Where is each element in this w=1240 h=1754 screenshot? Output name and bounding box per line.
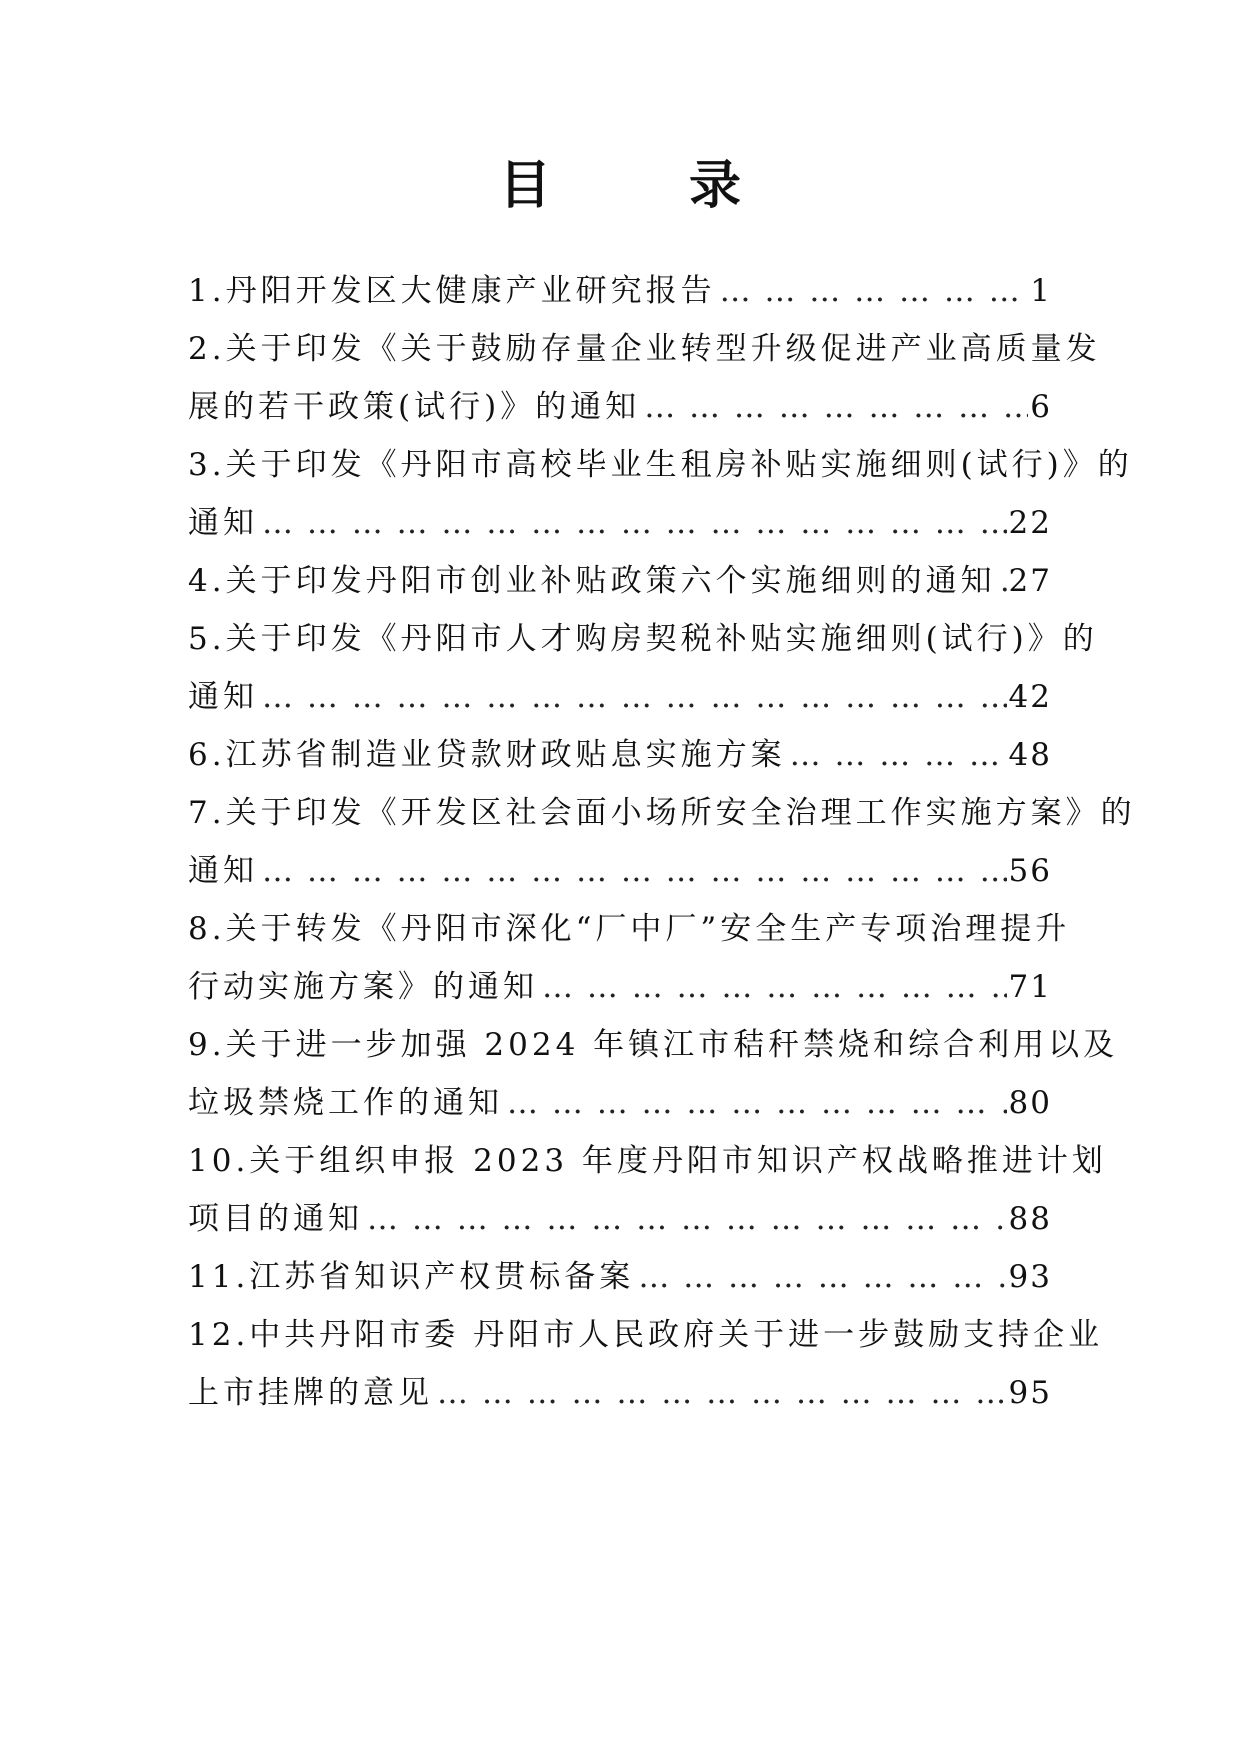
toc-page-number: 6 [1030, 389, 1052, 425]
toc-page-number: 95 [1008, 1375, 1052, 1411]
toc-entry[interactable] [188, 1016, 1119, 1132]
toc-entry-title: 通知 [188, 679, 258, 715]
toc-page-number: 88 [1008, 1201, 1052, 1237]
dot-leader [262, 842, 1007, 900]
toc-page-number: 71 [1008, 969, 1052, 1005]
toc-entry-title: 6.江苏省制造业贷款财政贴息实施方案 [188, 737, 786, 773]
toc-page-number: 27 [1008, 563, 1052, 599]
dot-leader [542, 958, 1007, 1016]
toc-page-number: 56 [1008, 853, 1052, 889]
dot-leader [790, 726, 1007, 784]
toc-entry[interactable] [188, 1306, 1104, 1422]
toc-entry[interactable] [188, 900, 1071, 1016]
toc-entry-title-line1: 3.关于印发《丹阳市高校毕业生租房补贴实施细则(试行)》的 [188, 447, 1133, 483]
toc-entry-title: 项目的通知 [188, 1201, 363, 1237]
toc-entry[interactable] [188, 726, 1052, 784]
toc-entry-title-line1: 7.关于印发《开发区社会面小场所安全治理工作实施方案》的 [188, 795, 1136, 831]
toc-page-number: 1 [1030, 273, 1052, 309]
dot-leader [262, 494, 1007, 552]
toc-entry[interactable] [188, 1248, 1052, 1306]
toc-entry-title: 1.丹阳开发区大健康产业研究报告 [188, 273, 716, 309]
toc-page-number: 48 [1008, 737, 1052, 773]
toc-entry-title: 垃圾禁烧工作的通知 [188, 1085, 503, 1121]
dot-leader [367, 1190, 1007, 1248]
toc-entry-title-line1: 12.中共丹阳市委 丹阳市人民政府关于进一步鼓励支持企业 [188, 1317, 1104, 1353]
toc-page-number: 80 [1008, 1085, 1052, 1121]
toc-entry-title: 4.关于印发丹阳市创业补贴政策六个实施细则的通知 [188, 563, 996, 599]
toc-entry[interactable] [188, 552, 1052, 610]
dot-leader [1000, 552, 1007, 610]
dot-leader [262, 668, 1007, 726]
toc-entry[interactable] [188, 436, 1133, 552]
toc-entry-title: 上市挂牌的意见 [188, 1375, 433, 1411]
toc-entry-title-line1: 8.关于转发《丹阳市深化“厂中厂”安全生产专项治理提升 [188, 911, 1071, 947]
toc-entry-title: 行动实施方案》的通知 [188, 969, 538, 1005]
dot-leader [437, 1364, 1007, 1422]
toc-page-number: 42 [1008, 679, 1052, 715]
table-of-contents [188, 262, 1136, 1422]
toc-entry[interactable] [188, 610, 1098, 726]
toc-entry-title-line1: 10.关于组织申报 2023 年度丹阳市知识产权战略推进计划 [188, 1143, 1107, 1179]
dot-leader [507, 1074, 1007, 1132]
toc-entry[interactable] [188, 784, 1136, 900]
dot-leader [644, 378, 1028, 436]
toc-entry[interactable] [188, 320, 1101, 436]
toc-entry[interactable] [188, 262, 1052, 320]
toc-entry-title-line1: 5.关于印发《丹阳市人才购房契税补贴实施细则(试行)》的 [188, 621, 1098, 657]
toc-entry-title: 11.江苏省知识产权贯标备案 [188, 1259, 635, 1295]
page-title: 目 录 [498, 155, 802, 216]
toc-entry-title: 通知 [188, 853, 258, 889]
toc-entry-title-line1: 2.关于印发《关于鼓励存量企业转型升级促进产业高质量发 [188, 331, 1101, 367]
toc-entry-title: 展的若干政策(试行)》的通知 [188, 389, 641, 425]
toc-page-number: 22 [1008, 505, 1052, 541]
toc-page-number: 93 [1008, 1259, 1052, 1295]
toc-entry[interactable] [188, 1132, 1107, 1248]
dot-leader [720, 262, 1029, 320]
toc-entry-title: 通知 [188, 505, 258, 541]
toc-entry-title-line1: 9.关于进一步加强 2024 年镇江市秸秆禁烧和综合利用以及 [188, 1027, 1119, 1063]
dot-leader [638, 1248, 1006, 1306]
